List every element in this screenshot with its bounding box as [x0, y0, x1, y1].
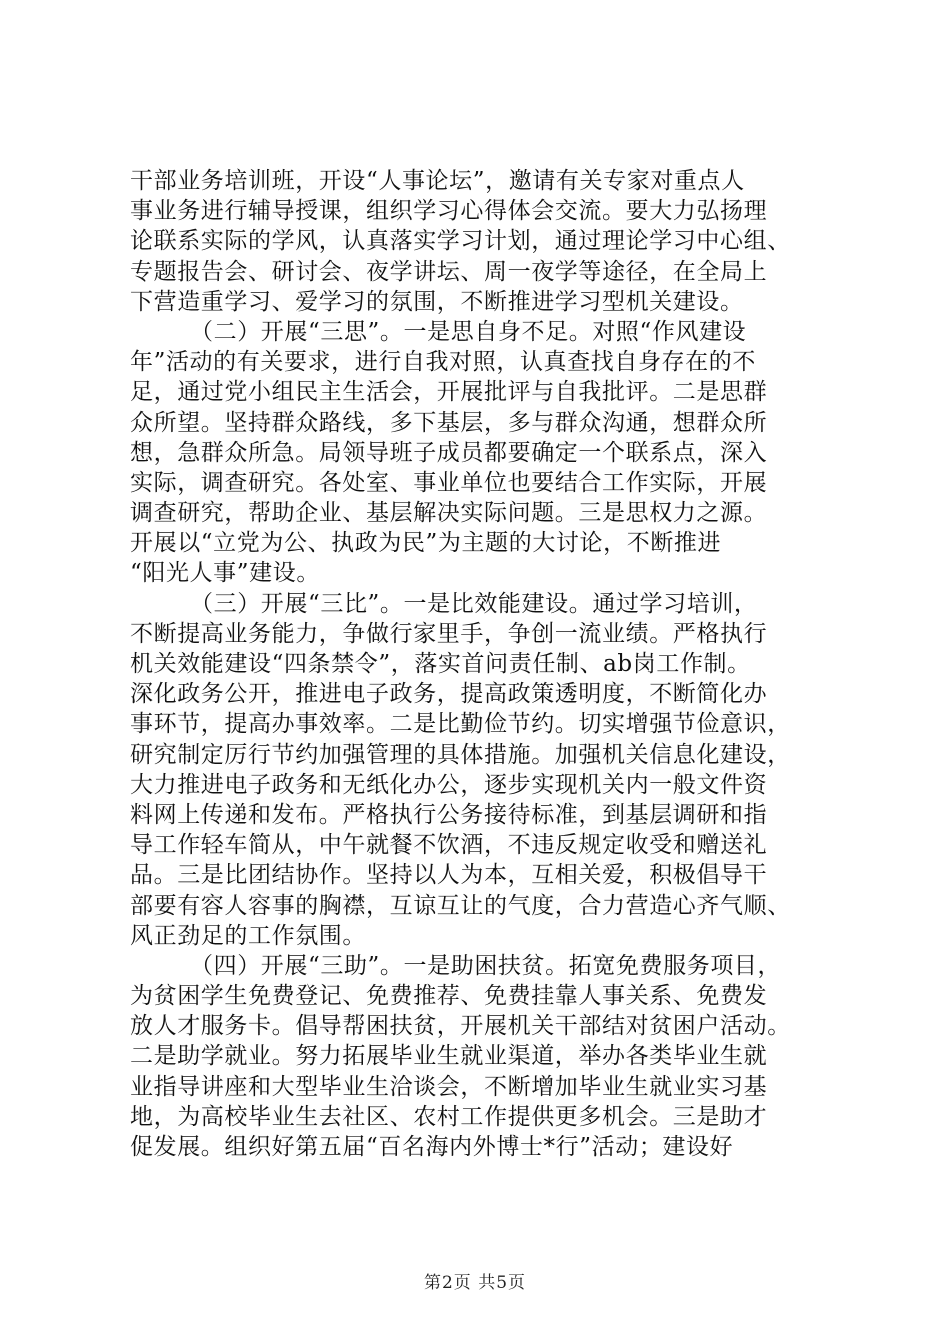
text-line: 事环节，提高办事效率。二是比勤俭节约。切实增强节俭意识， [130, 711, 791, 738]
text-line: 导工作轻车简从，中午就餐不饮酒，不违反规定收受和赠送礼 [130, 832, 768, 859]
text-line: 品。三是比团结协作。坚持以人为本，互相关爱，积极倡导干 [130, 862, 768, 889]
text-line: 不断提高业务能力，争做行家里手，争创一流业绩。严格执行 [130, 620, 768, 647]
text-line: 想，急群众所急。局领导班子成员都要确定一个联系点，深入 [130, 439, 768, 466]
text-line: 年”活动的有关要求，进行自我对照，认真查找自身存在的不 [130, 349, 756, 376]
page-footer: 第2页 共5页 [423, 1273, 527, 1293]
paragraph-first-line: （二）开展“三思”。一是思自身不足。对照“作风建设 [190, 318, 747, 345]
text-line: 大力推进电子政务和无纸化办公，逐步实现机关内一般文件资 [130, 771, 768, 798]
text-line: 部要有容人容事的胸襟，互谅互让的气度，合力营造心齐气顺、 [130, 892, 791, 919]
text-line: 促发展。组织好第五届“百名海内外博士*行”活动；建设好 [130, 1134, 734, 1160]
text-line: 论联系实际的学风，认真落实学习计划，通过理论学习中心组、 [130, 228, 791, 255]
text-line: 料网上传递和发布。严格执行公务接待标准，到基层调研和指 [130, 801, 768, 828]
text-line: 事业务进行辅导授课，组织学习心得体会交流。要大力弘扬理 [130, 198, 768, 225]
text-line: 足，通过党小组民主生活会，开展批评与自我批评。二是思群 [130, 379, 768, 406]
text-line: 研究制定厉行节约加强管理的具体措施。加强机关信息化建设， [130, 741, 791, 768]
text-line: 风正劲足的工作氛围。 [130, 922, 366, 949]
paragraph-first-line: （四）开展“三助”。一是助困扶贫。拓宽免费服务项目， [190, 952, 782, 979]
text-line: 众所望。坚持群众路线，多下基层，多与群众沟通，想群众所 [130, 409, 768, 436]
text-line: 地，为高校毕业生去社区、农村工作提供更多机会。三是助才 [130, 1103, 768, 1130]
paragraph-first-line: （三）开展“三比”。一是比效能建设。通过学习培训， [190, 590, 758, 617]
document-body [130, 166, 845, 1162]
text-line: 开展以“立党为公、执政为民”为主题的大讨论，不断推进 [130, 530, 722, 557]
text-line: 下营造重学习、爱学习的氛围，不断推进学习型机关建设。 [130, 288, 744, 315]
text-line: 业指导讲座和大型毕业生洽谈会，不断增加毕业生就业实习基 [130, 1073, 768, 1100]
text-line: 干部业务培训班，开设“人事论坛”，邀请有关专家对重点人 [130, 168, 745, 194]
text-line: 专题报告会、研讨会、夜学讲坛、周一夜学等途径，在全局上 [130, 258, 768, 285]
text-line: 放人才服务卡。倡导帮困扶贫，开展机关干部结对贫困户活动。 [130, 1013, 791, 1040]
text-line: 机关效能建设“四条禁令”，落实首问责任制、ab岗工作制。 [130, 651, 751, 677]
text-line: 调查研究，帮助企业、基层解决实际问题。三是思权力之源。 [130, 500, 768, 527]
text-line: “阳光人事”建设。 [130, 560, 320, 587]
text-line: 为贫困学生免费登记、免费推荐、免费挂靠人事关系、免费发 [130, 983, 768, 1010]
text-line: 深化政务公开，推进电子政务，提高政策透明度，不断简化办 [130, 681, 768, 708]
text-line: 二是助学就业。努力拓展毕业生就业渠道，举办各类毕业生就 [130, 1043, 768, 1070]
text-line: 实际，调查研究。各处室、事业单位也要结合工作实际，开展 [130, 469, 768, 496]
